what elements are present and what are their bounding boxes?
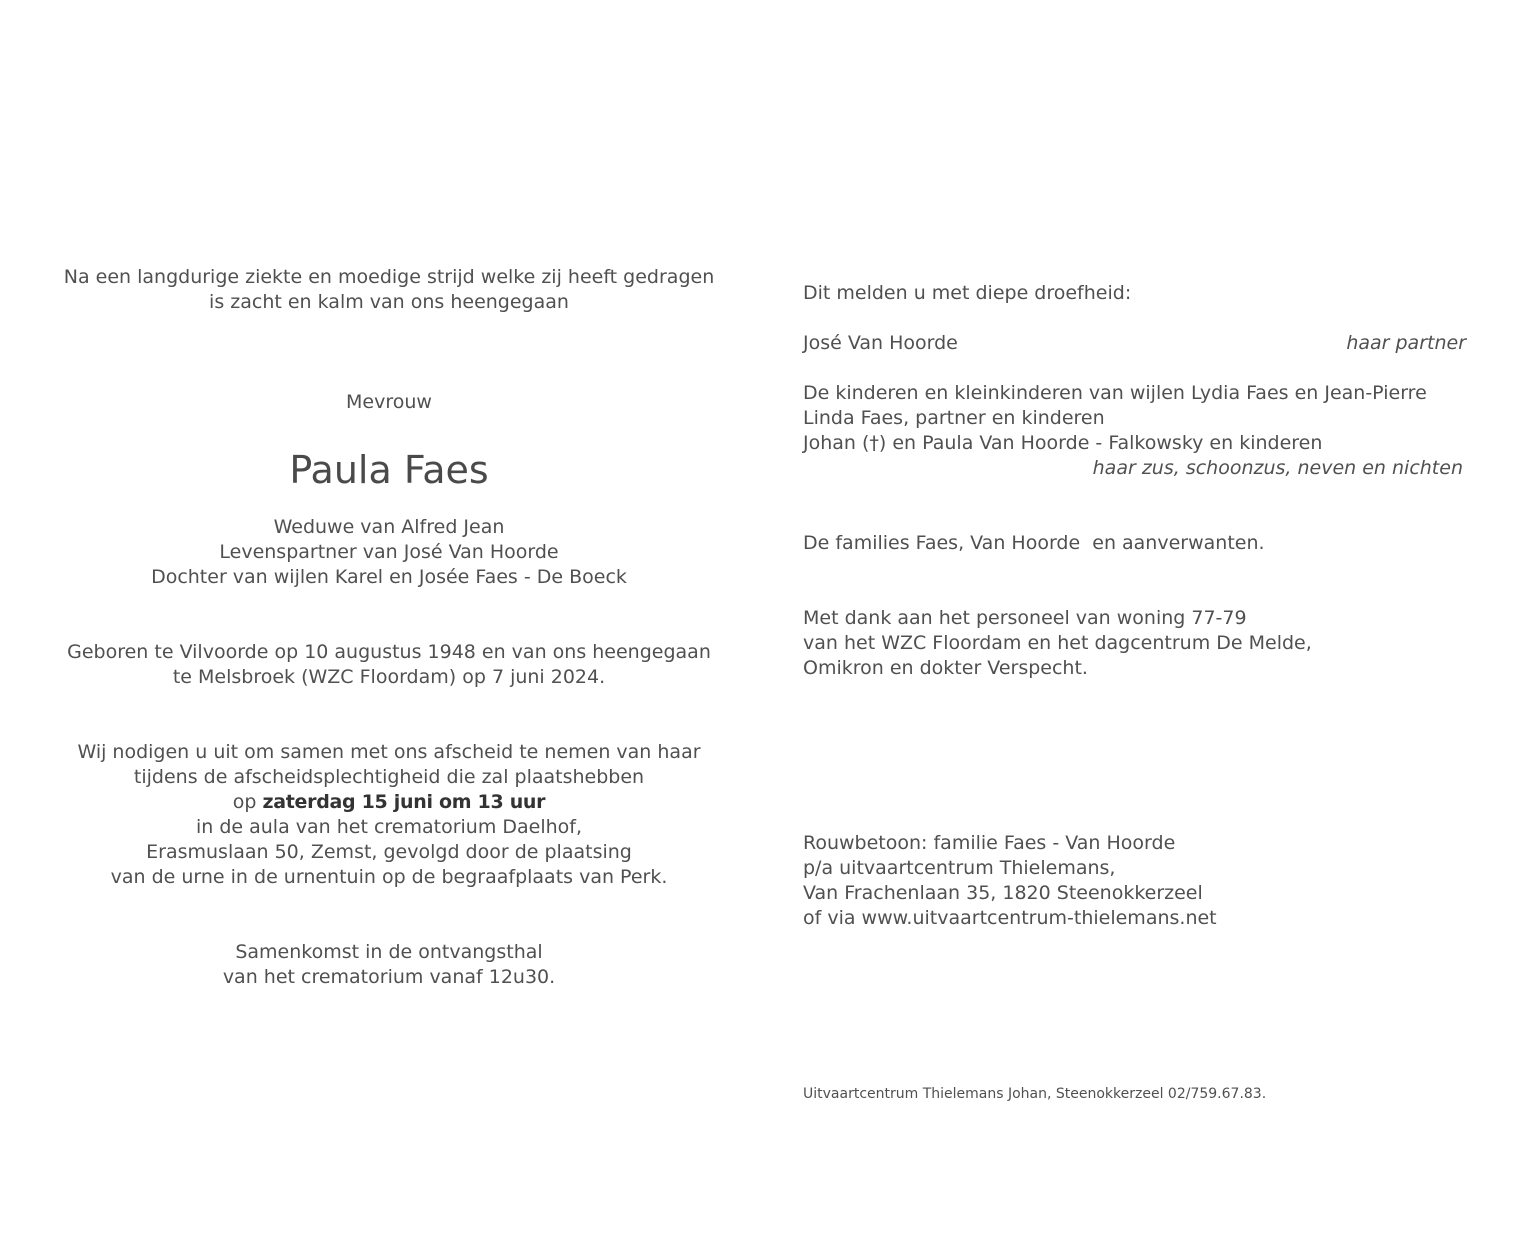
- relation-line-1: Weduwe van Alfred Jean: [273, 516, 505, 538]
- thanks-line-2: van het WZC Floordam en het dagcentrum De Melde,: [803, 632, 1312, 654]
- invitation-line-4: in de aula van het crematorium Daelhof,: [195, 816, 583, 838]
- invitation-line-3: [40, 790, 738, 815]
- condolences-line-2: p/a uitvaartcentrum Thielemans,: [803, 857, 1116, 879]
- gathering-block: [40, 940, 738, 990]
- condolences-block: [803, 831, 1468, 931]
- gathering-line-2: van het crematorium vanaf 12u30.: [222, 966, 556, 988]
- invitation-date-prefix: op: [232, 791, 263, 813]
- family-line-3: Johan (†) en Paula Van Hoorde - Falkowsky en kinderen: [803, 432, 1323, 454]
- thanks-block: [803, 606, 1468, 681]
- deceased-name-text: Paula Faes: [289, 448, 489, 492]
- salutation-text: Mevrouw: [346, 391, 432, 413]
- condolences-line-3: Van Frachenlaan 35, 1820 Steenokkerzeel: [803, 882, 1203, 904]
- invitation-line-6: van de urne in de urnentuin op de begraafplaats van Perk.: [110, 866, 668, 888]
- family-block: [803, 381, 1468, 481]
- salutation: [40, 390, 738, 415]
- condolences-website: of via www.uitvaartcentrum-thielemans.net: [803, 907, 1217, 929]
- intro-line-1: Na een langdurige ziekte en moedige strijd welke zij heeft gedragen: [63, 266, 715, 288]
- announcement-text: Dit melden u met diepe droefheid:: [803, 282, 1132, 304]
- families-block: [803, 531, 1468, 556]
- invitation-line-2: tijdens de afscheidsplechtigheid die zal plaatshebben: [133, 766, 645, 788]
- invitation-line-5: Erasmuslaan 50, Zemst, gevolgd door de plaatsing: [146, 841, 632, 863]
- partner-name: José Van Hoorde: [803, 332, 958, 354]
- deceased-name: [40, 448, 738, 492]
- intro-line-2: is zacht en kalm van ons heengegaan: [209, 291, 569, 313]
- intro-block: [40, 265, 738, 315]
- partner-role: haar partner: [1346, 332, 1466, 354]
- gathering-line-1: Samenkomst in de ontvangsthal: [235, 941, 543, 963]
- thanks-line-3: Omikron en dokter Verspecht.: [803, 657, 1088, 679]
- family-line-2: Linda Faes, partner en kinderen: [803, 407, 1105, 429]
- thanks-line-1: Met dank aan het personeel van woning 77-79: [803, 607, 1247, 629]
- invitation-line-1: Wij nodigen u uit om samen met ons afscheid te nemen van haar: [77, 741, 701, 763]
- death-line: te Melsbroek (WZC Floordam) op 7 juni 2024.: [172, 666, 606, 688]
- condolences-line-1: Rouwbetoon: familie Faes - Van Hoorde: [803, 832, 1176, 854]
- family-line-1: De kinderen en kleinkinderen van wijlen Lydia Faes en Jean-Pierre: [803, 382, 1427, 404]
- invitation-block: [40, 740, 738, 890]
- families-text: De families Faes, Van Hoorde en aanverwanten.: [803, 532, 1265, 554]
- funeral-home-footer: Uitvaartcentrum Thielemans Johan, Steenokkerzeel 02/759.67.83.: [803, 1086, 1267, 1102]
- relations-block: [40, 515, 738, 590]
- announcement-block: [803, 281, 1468, 306]
- family-role: haar zus, schoonzus, neven en nichten: [1092, 457, 1463, 479]
- partner-row: [803, 331, 1468, 356]
- partner-line: [803, 331, 1468, 356]
- relation-line-2: Levenspartner van José Van Hoorde: [219, 541, 559, 563]
- birth-death-block: [40, 640, 738, 690]
- relation-line-3: Dochter van wijlen Karel en Josée Faes - De Boeck: [151, 566, 627, 588]
- birth-line: Geboren te Vilvoorde op 10 augustus 1948 en van ons heengegaan: [67, 641, 711, 663]
- invitation-date: zaterdag 15 juni om 13 uur: [262, 791, 546, 813]
- footer-block: [803, 1083, 1468, 1103]
